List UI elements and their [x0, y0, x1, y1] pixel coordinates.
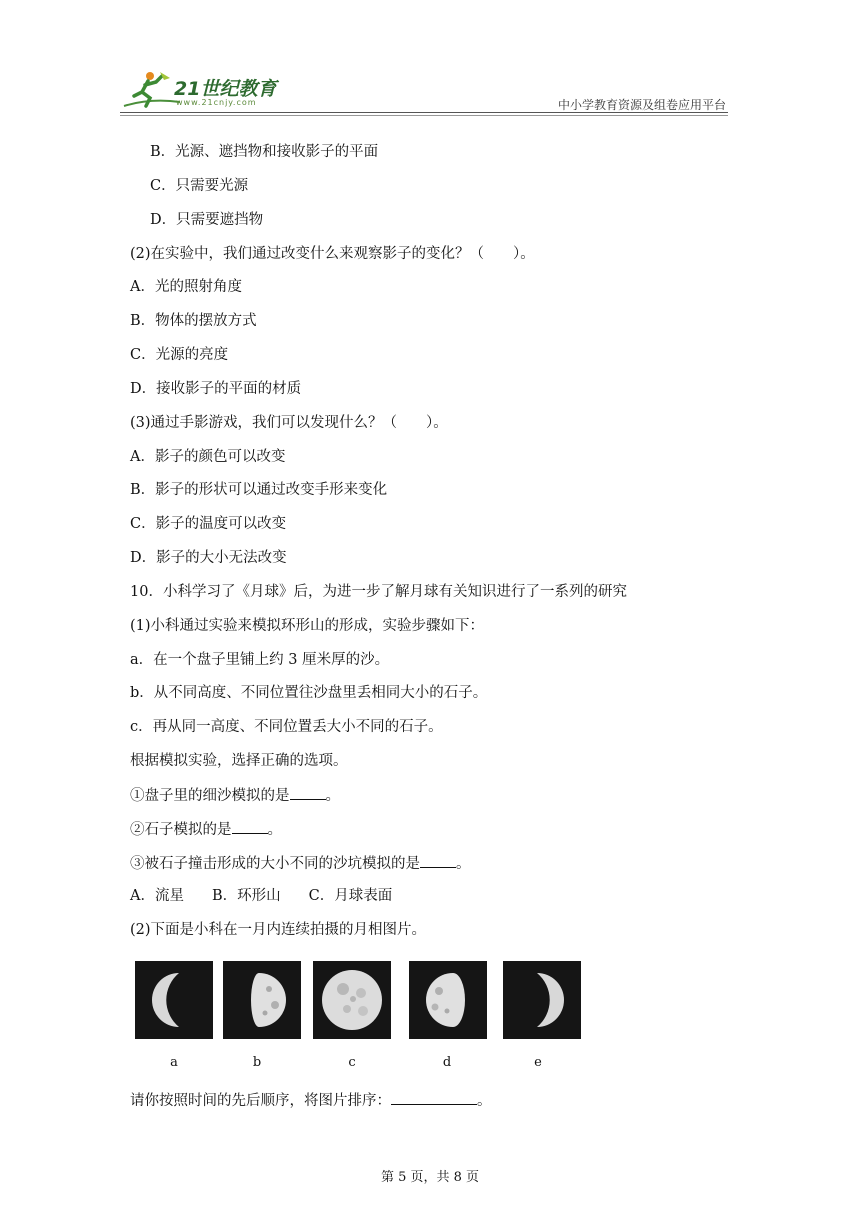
blank-end: 。: [477, 1093, 492, 1109]
moon-label-d: d: [442, 1055, 452, 1070]
option-line: D．影子的大小无法改变: [130, 550, 287, 566]
blank-prompt: ②石子模拟的是: [130, 822, 232, 838]
question-line: (2)在实验中，我们通过改变什么来观察影子的变化？（ ）。: [130, 246, 535, 262]
option-line: B．物体的摆放方式: [130, 313, 257, 329]
question-line: (1)小科通过实验来模拟环形山的形成，实验步骤如下：: [130, 618, 485, 634]
answer-blank[interactable]: [232, 819, 268, 834]
fill-blank-line: [130, 819, 282, 840]
option-line: C．影子的温度可以改变: [130, 516, 287, 532]
option-line: C．只需要光源: [150, 178, 249, 194]
step-line: b．从不同高度、不同位置往沙盘里丢相同大小的石子。: [130, 685, 488, 701]
moon-label-b: b: [252, 1055, 262, 1070]
moon-full-image: [313, 961, 391, 1039]
logo-url: www.21cnjy.com: [176, 98, 257, 107]
fill-blank-line: [130, 785, 340, 806]
option-line: D．接收影子的平面的材质: [130, 381, 302, 397]
fill-blank-line: [130, 1090, 492, 1111]
page-header: [120, 66, 728, 116]
platform-name: 中小学教育资源及组卷应用平台: [557, 98, 726, 112]
header-rule-thin: [120, 115, 728, 116]
moon-waxing-crescent-image: [503, 961, 581, 1039]
option-line: B．光源、遮挡物和接收影子的平面: [150, 144, 379, 160]
instruction-line: 根据模拟实验，选择正确的选项。: [130, 753, 348, 769]
question-line: (3)通过手影游戏，我们可以发现什么？（ ）。: [130, 415, 448, 431]
option-a: A．流星: [130, 888, 184, 904]
moon-waning-crescent-image: [135, 961, 213, 1039]
answer-blank[interactable]: [420, 853, 456, 868]
blank-end: 。: [267, 822, 282, 838]
blank-prompt: 请你按照时间的先后顺序，将图片排序：: [130, 1093, 391, 1109]
header-rule: [120, 112, 728, 113]
step-line: c．再从同一高度、不同位置丢大小不同的石子。: [130, 719, 443, 735]
moon-first-quarter-image: [223, 961, 301, 1039]
fill-blank-line: [130, 853, 471, 874]
option-line: B．影子的形状可以通过改变手形来变化: [130, 482, 388, 498]
page-number: 第 5 页，共 8 页: [380, 1170, 480, 1185]
option-c: C．月球表面: [308, 888, 393, 904]
moon-label-a: a: [170, 1055, 178, 1070]
blank-prompt: ①盘子里的细沙模拟的是: [130, 788, 290, 804]
answer-blank[interactable]: [290, 785, 326, 800]
logo-text: 21世纪教育: [174, 78, 277, 100]
option-line: A．影子的颜色可以改变: [130, 449, 286, 465]
moon-label-e: e: [534, 1055, 542, 1070]
moon-waning-gibbous-image: [409, 961, 487, 1039]
blank-end: 。: [456, 856, 471, 872]
moon-phase-figure: [135, 961, 595, 1081]
answer-blank[interactable]: [391, 1090, 477, 1105]
blank-prompt: ③被石子撞击形成的大小不同的沙坑模拟的是: [130, 856, 420, 872]
moon-label-c: c: [348, 1055, 356, 1070]
option-line: C．光源的亮度: [130, 347, 229, 363]
question-line: 10．小科学习了《月球》后，为进一步了解月球有关知识进行了一系列的研究: [130, 584, 627, 600]
option-line: D．只需要遮挡物: [150, 212, 264, 228]
option-line: A．光的照射角度: [130, 279, 242, 295]
step-line: a．在一个盘子里铺上约 3 厘米厚的沙。: [130, 652, 390, 668]
question-line: (2)下面是小科在一月内连续拍摄的月相图片。: [130, 922, 427, 938]
blank-end: 。: [325, 788, 340, 804]
answer-options: [130, 886, 392, 906]
option-b: B．环形山: [211, 888, 281, 904]
